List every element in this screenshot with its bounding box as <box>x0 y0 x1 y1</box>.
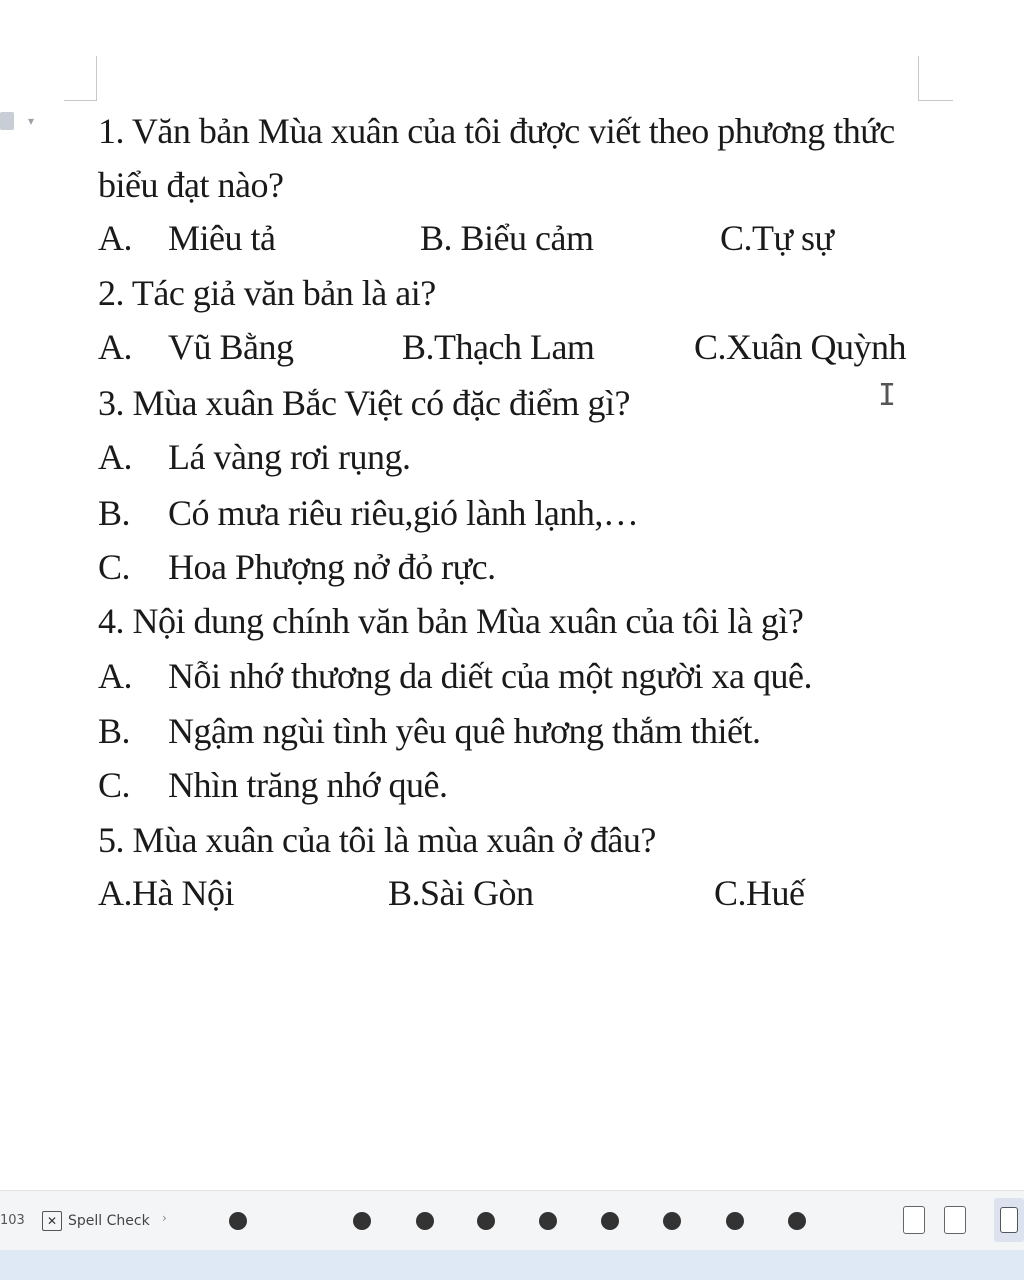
option-text: Nỗi nhớ thương da diết của một người xa quê. <box>168 656 813 696</box>
option-letter: C. <box>98 547 131 587</box>
question-2-option-c: C.Xuân Quỳnh <box>694 327 906 367</box>
question-2-option-b: B.Thạch Lam <box>402 327 595 367</box>
question-4-option-b <box>98 706 760 756</box>
spell-check-icon: ✕ <box>42 1211 62 1231</box>
question-3-option-a <box>98 432 410 482</box>
question-2-text: 2. Tác giả văn bản là ai? <box>98 273 436 313</box>
reading-mode-button[interactable] <box>903 1206 925 1234</box>
question-1-option-b: B. Biểu cảm <box>420 218 594 258</box>
page-view-icon <box>1000 1207 1018 1233</box>
status-dot <box>416 1212 434 1230</box>
page-corner-top-left <box>64 56 97 101</box>
status-dot <box>539 1212 557 1230</box>
question-1-line-2: biểu đạt nào? <box>98 165 284 205</box>
status-bar <box>0 1190 1024 1251</box>
paragraph-handle-icon[interactable] <box>0 112 14 130</box>
status-dot <box>477 1212 495 1230</box>
option-letter: A. <box>98 437 132 477</box>
question-5-option-a: A.Hà Nội <box>98 873 234 913</box>
question-4-option-a <box>98 651 812 701</box>
status-dot <box>663 1212 681 1230</box>
status-dot <box>788 1212 806 1230</box>
option-letter: C. <box>98 765 131 805</box>
print-layout-button[interactable] <box>994 1198 1024 1242</box>
option-letter: A. <box>98 218 132 258</box>
spell-check-arrow-icon[interactable]: › <box>162 1211 167 1225</box>
question-3-text: 3. Mùa xuân Bắc Việt có đặc điểm gì? <box>98 383 631 423</box>
question-1-line-1: 1. Văn bản Mùa xuân của tôi được viết theo phương thức <box>98 111 895 151</box>
question-5-option-b: B.Sài Gòn <box>388 873 534 913</box>
paragraph-handle-caret-icon[interactable]: ▾ <box>28 114 35 128</box>
option-letter: B. <box>98 493 131 533</box>
option-text: Ngậm ngùi tình yêu quê hương thắm thiết. <box>168 711 761 751</box>
page-corner-top-right <box>918 56 953 101</box>
option-letter: A. <box>98 656 132 696</box>
question-3-option-c <box>98 542 496 592</box>
status-dot <box>601 1212 619 1230</box>
option-letter: B. <box>98 711 131 751</box>
option-text: Hoa Phượng nở đỏ rực. <box>168 547 496 587</box>
question-1-option-a <box>98 213 275 263</box>
taskbar <box>0 1250 1024 1280</box>
question-2-option-a <box>98 322 294 372</box>
spell-check-label: Spell Check <box>68 1213 150 1229</box>
question-4-text: 4. Nội dung chính văn bản Mùa xuân của tôi là gì? <box>98 601 804 641</box>
option-letter: A. <box>98 327 132 367</box>
option-text: Vũ Bằng <box>168 327 294 367</box>
option-text: Miêu tả <box>168 218 276 258</box>
question-5-text: 5. Mùa xuân của tôi là mùa xuân ở đâu? <box>98 820 656 860</box>
web-layout-button[interactable] <box>944 1206 966 1234</box>
option-text: Nhìn trăng nhớ quê. <box>168 765 448 805</box>
question-1-option-c: C.Tự sự <box>720 218 834 258</box>
status-dot <box>726 1212 744 1230</box>
word-count[interactable]: 103 <box>0 1213 25 1228</box>
option-text: Lá vàng rơi rụng. <box>168 437 411 477</box>
status-dot <box>229 1212 247 1230</box>
option-text: Có mưa riêu riêu,gió lành lạnh,… <box>168 493 639 533</box>
spell-check-button[interactable] <box>42 1209 150 1233</box>
question-4-option-c <box>98 760 447 810</box>
text-cursor-icon: I <box>878 378 897 413</box>
question-5-option-c: C.Huế <box>714 873 805 913</box>
status-dot <box>353 1212 371 1230</box>
question-3-option-b <box>98 488 638 538</box>
